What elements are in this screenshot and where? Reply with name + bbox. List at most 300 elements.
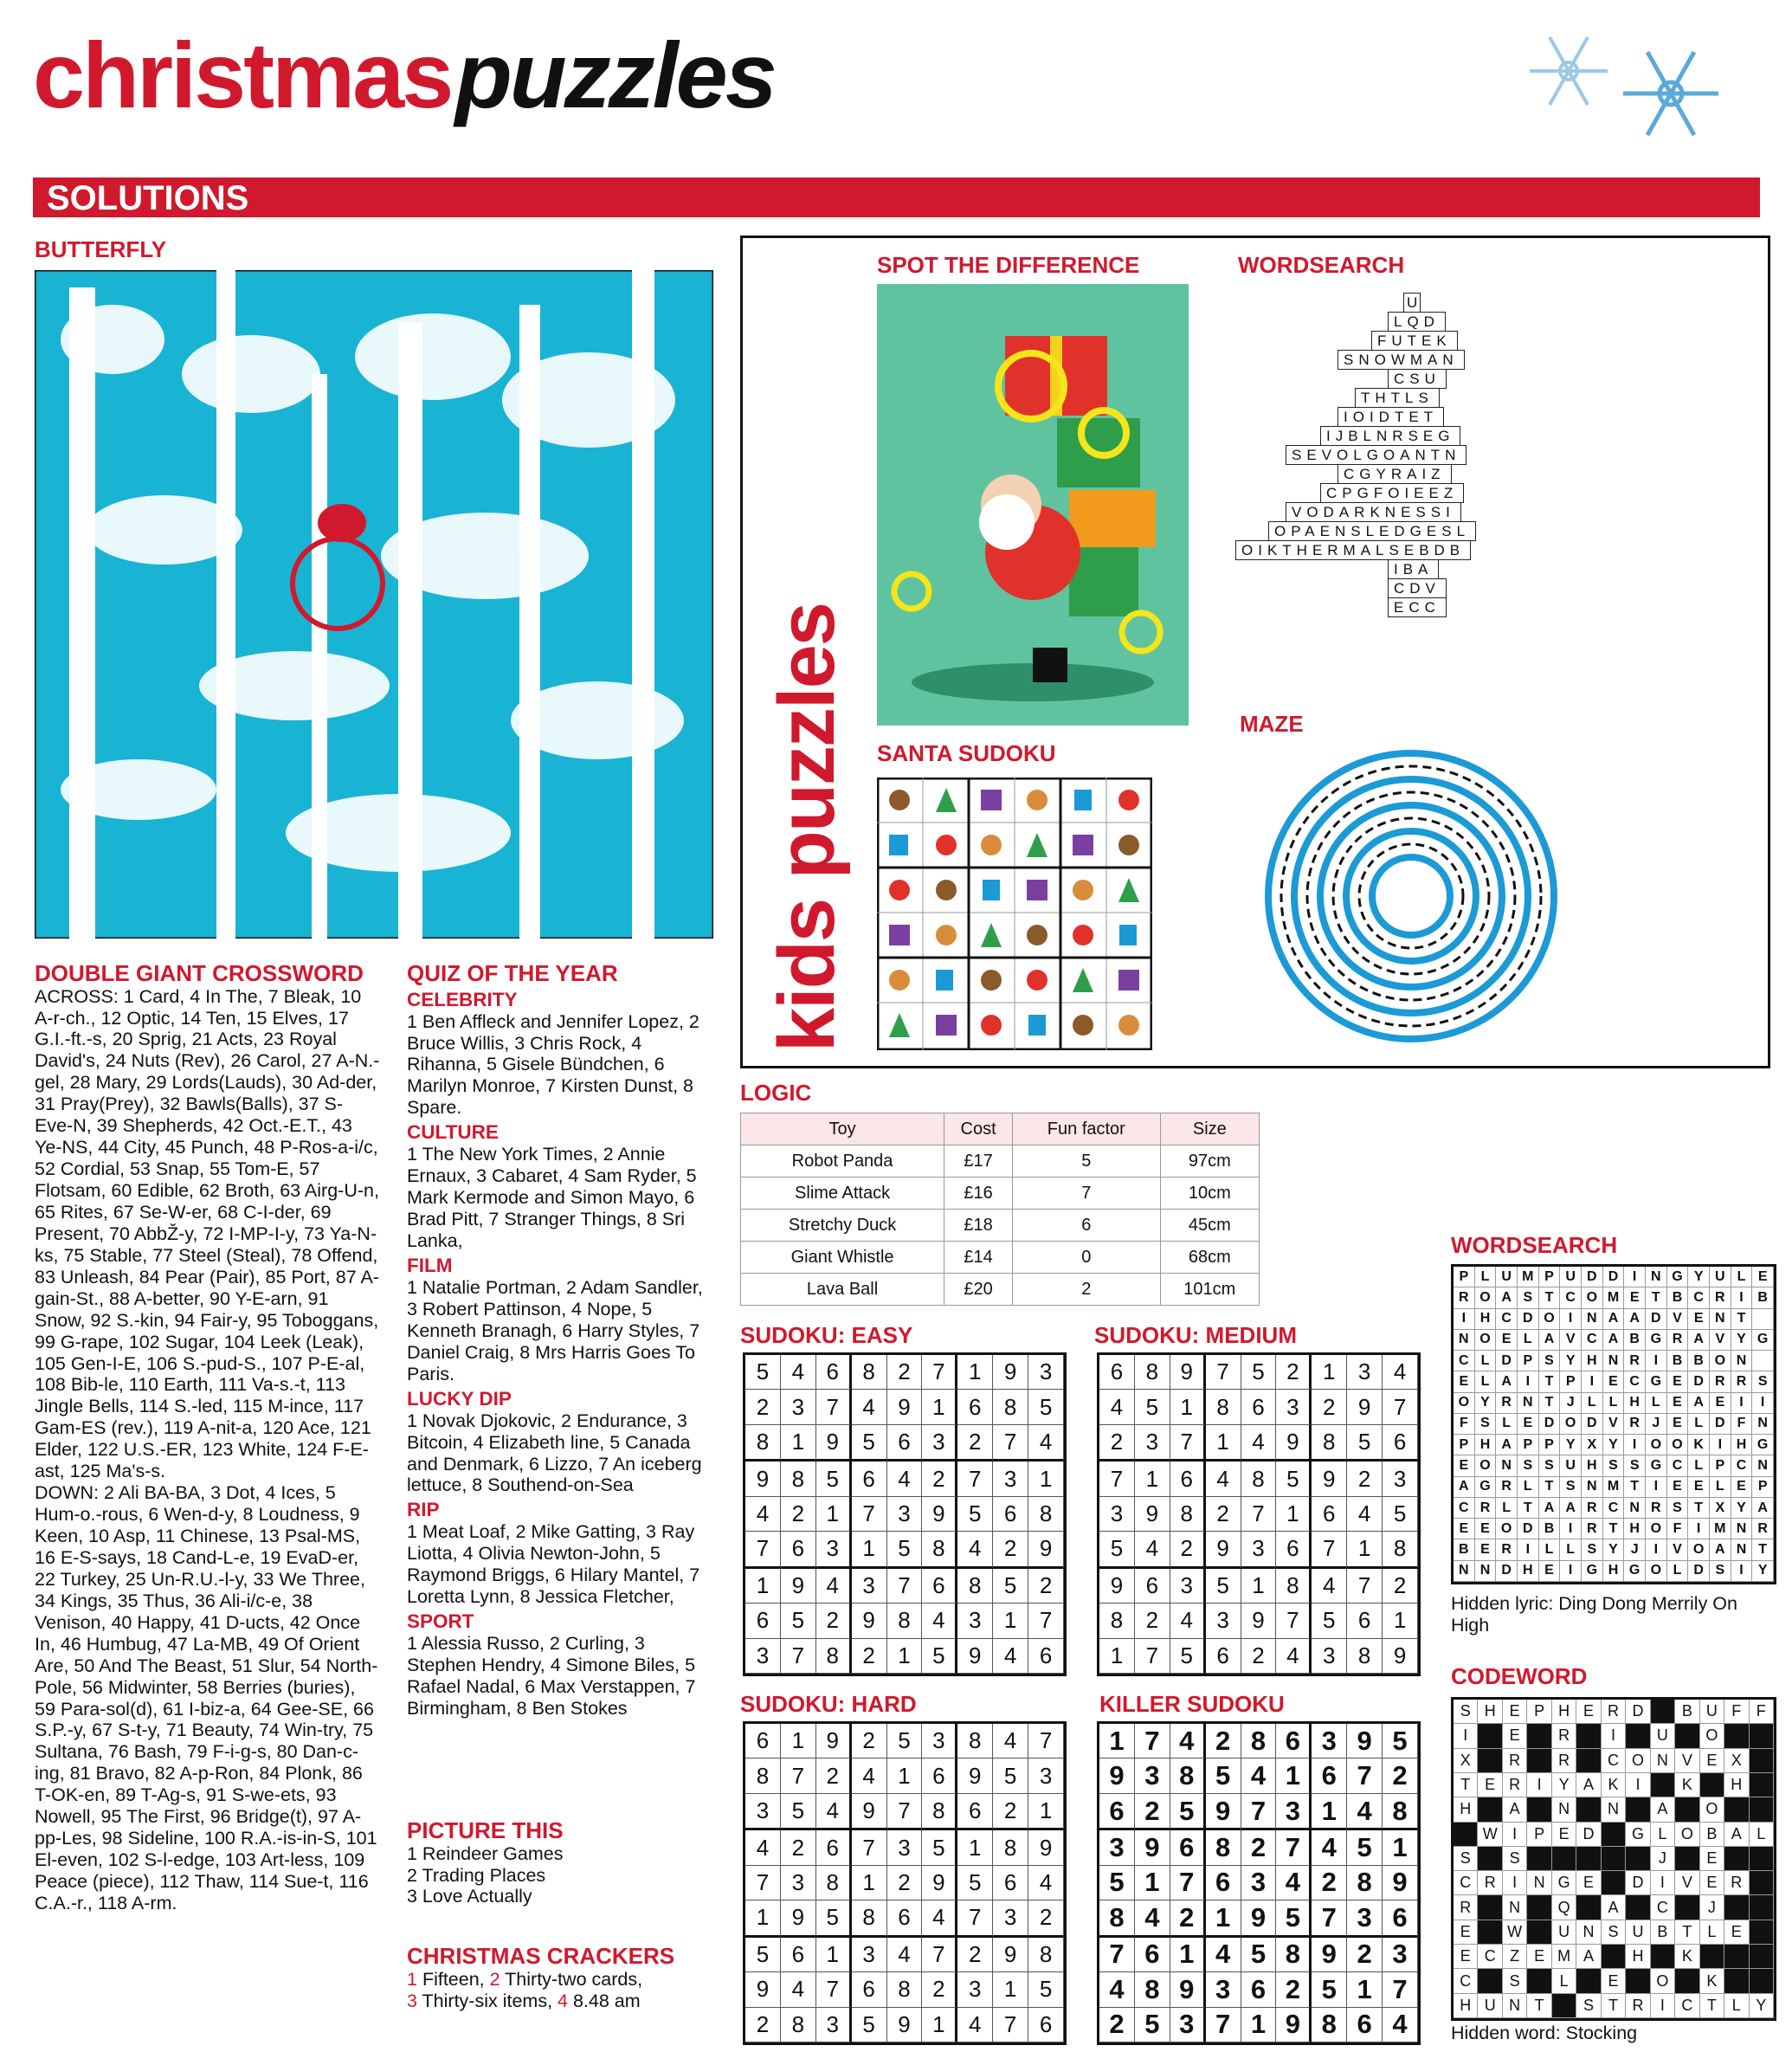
sudoku-cell: 6 [922,1569,957,1604]
sudoku-cell: 2 [922,1462,957,1496]
codeword-cell: F [1724,1700,1749,1724]
wordsearch-cell: Y [1731,1498,1753,1519]
sudoku-cell: 6 [852,1972,887,2007]
tree-wordsearch [1229,293,1602,700]
sudoku-cell: 3 [957,1972,993,2007]
sudoku-cell: 4 [1312,1569,1347,1604]
sudoku-cell: 7 [1206,1355,1241,1390]
sudoku-cell: 7 [781,1758,816,1793]
sudoku-cell: 5 [1206,1758,1241,1793]
sudoku-cell: 5 [1276,1462,1312,1496]
sudoku-cell: 7 [922,1938,957,1972]
codeword-cell: R [1503,1749,1527,1773]
wordsearch-cell: B [1624,1330,1646,1351]
sudoku-hard-title: SUDOKU: HARD [740,1691,917,1717]
sudoku-cell: 4 [1135,1532,1170,1568]
sudoku-cell: 7 [1028,1724,1064,1758]
codeword-cell: S [1576,1994,1601,2018]
sudoku-cell: 1 [1206,1425,1241,1462]
wordsearch-cell: M [1710,1519,1731,1539]
wordsearch-cell: I [1518,1371,1539,1392]
wordsearch-cell: H [1475,1309,1497,1330]
codeword-cell: C [1651,1895,1675,1920]
crackers-answer: Fifteen, [416,1968,490,1990]
codeword-cell: S [1503,1969,1527,1993]
tree-row-letters: IBA [1388,559,1439,579]
solutions-banner [33,177,1760,217]
wordsearch-cell: K [1688,1435,1710,1455]
codeword-cell: H [1552,1700,1576,1724]
sudoku-cell: 4 [1241,1758,1277,1793]
wordsearch-cell: U [1560,1267,1582,1287]
codeword-black-cell [1651,1945,1675,1969]
logic-row [741,1210,1260,1242]
sudoku-cell: 5 [852,2008,887,2042]
codeword-black-cell [1576,1797,1601,1822]
sudoku-cell: 2 [1383,1758,1418,1793]
tree-row [1321,483,1464,503]
tree-row [1372,331,1458,351]
codeword-cell: E [1527,1945,1551,1969]
sudoku-cell: 5 [816,1462,852,1496]
sudoku-cell: 4 [1170,1724,1206,1758]
wordsearch-cell: E [1710,1393,1731,1414]
tree-row [1338,407,1444,427]
picture-this-line: 1 Reindeer Games [407,1842,564,1864]
sudoku-cell: 1 [1276,1497,1312,1532]
sudoku-cell: 4 [993,1724,1028,1758]
sudoku-cell: 9 [816,1724,852,1758]
sudoku-cell: 5 [1028,1972,1064,2007]
crackers-num: 3 [407,1990,417,2011]
wordsearch-cell: X [1710,1498,1731,1519]
wordsearch-cell: S [1518,1287,1539,1308]
wordsearch-cell: O [1475,1287,1497,1308]
wordsearch-cell: A [1688,1330,1710,1351]
masthead [33,21,775,129]
sudoku-cell: 5 [1170,1794,1206,1830]
sudoku-cell: 6 [1170,1830,1206,1865]
tree-row-letters: U [1403,293,1421,313]
sudoku-cell: 4 [1276,1639,1312,1674]
codeword-cell: U [1478,1994,1502,2018]
sudoku-cell: 2 [852,1724,887,1758]
sudoku-cell: 7 [745,1866,781,1900]
codeword-black-cell [1478,1920,1502,1945]
sudoku-cell: 4 [1347,1497,1383,1532]
tree-row [1286,445,1466,465]
sudoku-cell: 9 [781,1900,816,1937]
sudoku-cell: 6 [1383,1425,1418,1462]
wordsearch-cell: T [1603,1519,1625,1539]
codeword-cell: E [1503,1700,1527,1724]
sudoku-cell: 5 [1312,1972,1347,2007]
sudoku-cell: 6 [1099,1794,1135,1830]
logic-row [741,1242,1260,1274]
codeword-cell: H [1724,1773,1749,1797]
sudoku-cell: 7 [745,1532,781,1568]
sudoku-cell: 8 [1312,1425,1347,1462]
sudoku-cell: 1 [1170,1938,1206,1972]
sudoku-cell: 4 [1383,2008,1418,2042]
wordsearch-cell: P [1539,1435,1561,1455]
sudoku-cell: 8 [1347,1866,1383,1900]
sudoku-cell: 6 [922,1758,957,1793]
christmas-crackers [407,1944,710,2011]
codeword-cell: Q [1552,1895,1576,1920]
codeword-cell: T [1675,1920,1699,1945]
sudoku-cell: 8 [1206,1830,1241,1865]
wordsearch-title: WORDSEARCH [1451,1232,1618,1258]
wordsearch-cell: N [1454,1330,1475,1351]
wordsearch-cell: A [1539,1330,1561,1351]
codeword-black-cell [1478,1895,1502,1920]
sudoku-cell: 9 [1276,1425,1312,1462]
sudoku-cell: 9 [993,1938,1028,1972]
wordsearch-cell: S [1710,1561,1731,1582]
sudoku-cell: 3 [1170,2008,1206,2042]
sudoku-cell: 9 [1312,1938,1347,1972]
sudoku-cell: 8 [781,2008,816,2042]
sudoku-cell: 1 [993,1604,1028,1638]
wordsearch-cell: R [1582,1498,1603,1519]
wordsearch-cell: X [1582,1435,1603,1455]
sudoku-cell: 7 [922,1355,957,1390]
codeword-black-cell [1576,1847,1601,1871]
sudoku-cell: 6 [1135,1569,1170,1604]
logic-cell: 7 [1013,1178,1161,1210]
sudoku-cell: 2 [1170,1900,1206,1937]
sudoku-cell: 7 [1276,1830,1312,1865]
sudoku-cell: 4 [781,1972,816,2007]
wordsearch-cell: D [1496,1561,1518,1582]
wordsearch-cell: H [1475,1435,1497,1455]
codeword-title: CODEWORD [1451,1663,1588,1689]
wordsearch-cell: D [1688,1371,1710,1392]
sudoku-cell: 8 [957,1724,993,1758]
tree-row [1236,540,1471,560]
wordsearch-cell: C [1624,1371,1646,1392]
sudoku-cell: 8 [1276,1938,1312,1972]
sudoku-cell: 5 [1347,1830,1383,1865]
wordsearch-cell: R [1646,1498,1667,1519]
wordsearch-cell: N [1582,1477,1603,1498]
logic-cell: 10cm [1160,1178,1259,1210]
tree-row-letters: CDV [1388,578,1447,598]
wordsearch-cell: R [1710,1371,1731,1392]
sudoku-cell: 2 [1312,1866,1347,1900]
wordsearch-cell: N [1752,1455,1774,1476]
wordsearch-cell: R [1667,1330,1689,1351]
wordsearch-cell: Y [1560,1435,1582,1455]
wordsearch-cell: A [1603,1330,1625,1351]
sudoku-cell: 1 [1028,1794,1064,1830]
tree-row-letters: CGYRAIZ [1338,464,1452,484]
codeword-cell: U [1700,1700,1724,1724]
sudoku-cell: 3 [816,1532,852,1568]
logic-cell: Stretchy Duck [741,1210,944,1242]
sudoku-cell: 6 [1028,2008,1064,2042]
sudoku-cell: 5 [922,1830,957,1865]
maze-image [1255,740,1567,1052]
wordsearch-cell: S [1603,1455,1625,1476]
sudoku-cell: 9 [1206,1532,1241,1568]
wordsearch-cell: I [1646,1477,1667,1498]
sudoku-cell: 1 [1241,1569,1277,1604]
wordsearch-cell: C [1731,1455,1753,1476]
sudoku-cell: 4 [1170,1604,1206,1638]
sudoku-cell: 3 [1135,1758,1170,1793]
codeword-black-cell [1700,1773,1724,1797]
codeword-cell: V [1675,1871,1699,1895]
sudoku-cell: 5 [1241,1355,1277,1390]
wordsearch-cell: R [1752,1519,1774,1539]
tree-row [1321,426,1460,446]
wordsearch-cell: V [1667,1309,1689,1330]
spot-difference-image [877,284,1189,726]
wordsearch-cell: B [1667,1351,1689,1371]
sudoku-cell: 8 [922,1794,957,1830]
codeword-black-cell [1626,1895,1650,1920]
codeword-black-cell [1527,1797,1551,1822]
kids-puzzles-title: kids puzzles [763,603,851,1052]
codeword-caption: Hidden word: Stocking [1451,2023,1638,2043]
sudoku-cell: 4 [887,1938,923,1972]
codeword-cell: R [1503,1773,1527,1797]
codeword-cell: O [1700,1797,1724,1822]
wordsearch-cell: C [1603,1498,1625,1519]
tree-row [1338,350,1465,370]
codeword-cell: A [1503,1797,1527,1822]
wordsearch-cell: R [1582,1519,1603,1539]
sudoku-cell: 1 [887,1758,923,1793]
codeword-cell: C [1454,1871,1478,1895]
wordsearch-cell: P [1710,1455,1731,1476]
wordsearch-cell: T [1646,1287,1667,1308]
sudoku-cell: 7 [1135,1724,1170,1758]
codeword-cell: Y [1750,1994,1774,2018]
wordsearch-cell: O [1688,1539,1710,1560]
codeword-black-cell [1750,1969,1774,1993]
wordsearch-cell: N [1582,1309,1603,1330]
sudoku-cell: 6 [1312,1497,1347,1532]
logic-header: Fun factor [1013,1113,1161,1145]
sudoku-cell: 1 [993,1972,1028,2007]
sudoku-cell: 7 [993,2008,1028,2042]
sudoku-cell: 9 [1028,1830,1064,1865]
sudoku-cell: 3 [1312,1639,1347,1674]
wordsearch-cell: U [1710,1267,1731,1287]
codeword-cell: E [1724,1920,1749,1945]
tree-row [1389,597,1447,617]
sudoku-cell: 3 [1028,1355,1064,1390]
sudoku-cell: 9 [1347,1724,1383,1758]
wordsearch-cell: N [1454,1561,1475,1582]
codeword-cell: E [1552,1823,1576,1847]
wordsearch-cell: L [1475,1371,1497,1392]
sudoku-cell: 7 [1312,1900,1347,1937]
codeword-cell: S [1503,1847,1527,1871]
wordsearch-cell: P [1539,1267,1561,1287]
wordsearch-cell: G [1582,1561,1603,1582]
wordsearch-cell: S [1667,1498,1689,1519]
wordsearch-cell: S [1539,1455,1561,1476]
sudoku-cell: 1 [1241,2008,1277,2042]
sudoku-cell: 6 [781,1532,816,1568]
logic-cell: £17 [944,1145,1013,1178]
sudoku-cell: 9 [957,1758,993,1793]
sudoku-cell: 5 [1135,1390,1170,1424]
wordsearch-cell: P [1518,1351,1539,1371]
sudoku-cell: 4 [1099,1972,1135,2007]
sudoku-cell: 7 [1347,1569,1383,1604]
picture-this [407,1818,710,1907]
wordsearch-cell: F [1454,1414,1475,1435]
sudoku-cell: 1 [1276,1758,1312,1793]
sudoku-cell: 1 [1135,1866,1170,1900]
codeword-cell: C [1454,1969,1478,1993]
sudoku-cell: 1 [1135,1462,1170,1496]
codeword-black-cell [1576,1969,1601,1993]
wordsearch-cell: I [1646,1539,1667,1560]
sudoku-cell: 3 [1347,1900,1383,1937]
codeword-cell: I [1454,1724,1478,1748]
wordsearch-cell: I [1560,1561,1582,1582]
sudoku-cell: 7 [1383,1972,1418,2007]
crackers-answer: Thirty-two cards, [500,1968,643,1990]
logic-cell: Lava Ball [741,1274,944,1306]
wordsearch-cell: I [1646,1351,1667,1371]
wordsearch-cell: D [1710,1414,1731,1435]
sudoku-cell: 9 [1135,1497,1170,1532]
codeword-cell: B [1651,1920,1675,1945]
sudoku-cell: 6 [781,1938,816,1972]
logic-cell: 2 [1013,1274,1161,1306]
wordsearch-cell: P [1752,1477,1774,1498]
sudoku-cell: 6 [1347,1604,1383,1638]
tree-row-letters: CPGFOIEEZ [1320,483,1464,503]
codeword-black-cell [1626,1969,1650,1993]
sudoku-cell: 6 [1206,1639,1241,1674]
wordsearch-cell: L [1688,1455,1710,1476]
wordsearch-cell: I [1731,1561,1753,1582]
codeword-cell: B [1700,1823,1724,1847]
sudoku-cell: 7 [1241,1794,1277,1830]
sudoku-cell: 1 [1347,1972,1383,2007]
codeword-black-cell [1527,1895,1551,1920]
logic-cell: £14 [944,1242,1013,1274]
tree-row [1286,502,1461,522]
sudoku-cell: 7 [1347,1758,1383,1793]
wordsearch-cell: C [1560,1287,1582,1308]
wordsearch-cell: A [1539,1498,1561,1519]
sudoku-cell: 7 [1099,1938,1135,1972]
double-giant-across: ACROSS: 1 Card, 4 In The, 7 Bleak, 10 A-r-ch., 12 Optic, 14 Ten, 15 Elves, 17 G.I.-ft.-s, 20 Sprig, 21 Acts, 23 Royal David's, 24 Nuts (Rev), 26 Carol, 27 A-N.-gel, 28 Mary, 29 Lords(Lauds), 30 Ad-der, 31 Pray(Prey), 32 Bawls(Balls), 37 S-Eve-N, 39 Shepherds, 42 Oct.-E.T., 43 Ye-NS, 44 City, 45 Punch, 48 P-Ros-a-i/c, 52 Cordial, 53 Snap, 55 Tom-E, 57 Flotsam, 60 Edible, 62 Broth, 63 Airg-U-n, 65 Rites, 67 Se-W-er, 68 C-I-der, 69 Present, 70 AbbŽ-y, 72 I-MP-I-y, 73 Ya-N-ks, 75 Stable, 77 Steel (Steal), 78 Offend, 83 Unleash, 84 Pear (Pair), 85 Port, 87 A-gain-St., 88 A-better, 90 Y-E-arn, 91 Snow, 92 S.-kin, 94 Fair-y, 95 Toboggans, 99 G-rape, 102 Sugar, 104 Leek (Leak), 105 Gen-I-E, 106 S.-pud-S., 107 P-E-al, 108 Bib-le, 110 Earth, 111 Va-s.-t, 113 Jingle Bells, 114 S.-led, 115 M-ince, 117 Gam-ES (rev.), 119 A-nit-a, 120 Ace, 121 Elder, 122 U.S.-ER, 123 White, 124 F-E-ast, 125 Ma's-s. [35,985,380,1482]
quiz-section-head: FILM [407,1254,453,1276]
codeword-cell: E [1700,1847,1724,1871]
codeword-cell: M [1552,1945,1576,1969]
wordsearch-cell: C [1454,1498,1475,1519]
sudoku-cell: 3 [922,1425,957,1462]
codeword-black-cell [1626,1847,1650,1871]
wordsearch-cell: G [1646,1371,1667,1392]
wordsearch-cell: D [1496,1351,1518,1371]
logic-cell: 68cm [1160,1242,1259,1274]
sudoku-cell: 3 [993,1462,1028,1496]
wordsearch-cell: L [1710,1477,1731,1498]
codeword-grid [1451,1697,1776,2021]
crackers-num: 2 [489,1968,500,1990]
sudoku-cell: 4 [1241,1425,1277,1462]
sudoku-cell: 3 [745,1639,781,1674]
sudoku-cell: 9 [781,1569,816,1604]
sudoku-cell: 4 [922,1604,957,1638]
wordsearch-cell: R [1496,1477,1518,1498]
logic-header: Toy [741,1113,944,1145]
codeword-cell: D [1626,1871,1650,1895]
wordsearch-cell: R [1710,1287,1731,1308]
wordsearch-cell: H [1624,1393,1646,1414]
wordsearch-cell: T [1539,1371,1561,1392]
sudoku-cell: 8 [852,1900,887,1937]
wordsearch-cell: S [1560,1477,1582,1498]
crackers-num: 1 [407,1968,417,1990]
codeword-black-cell [1478,1969,1502,1993]
codeword-black-cell [1527,1969,1551,1993]
sudoku-cell: 1 [957,1355,993,1390]
wordsearch-cell: L [1667,1561,1689,1582]
codeword-cell: N [1651,1749,1675,1773]
sudoku-cell: 5 [887,1724,923,1758]
codeword-cell: A [1724,1823,1749,1847]
sudoku-cell: 6 [852,1462,887,1496]
codeword-black-cell [1651,1773,1675,1797]
wordsearch-cell: L [1560,1539,1582,1560]
sudoku-cell: 7 [1312,1532,1347,1568]
wordsearch-cell: P [1454,1435,1475,1455]
quiz-section-text: 1 Novak Djokovic, 2 Endurance, 3 Bitcoin, 4 Elizabeth line, 5 Canada and Denmark, 6 Lizzo, 7 An iceberg lettuce, 8 Southend-on-Sea [407,1410,702,1496]
wordsearch-cell: O [1454,1393,1475,1414]
sudoku-cell: 9 [1276,2008,1312,2042]
codeword-cell: E [1576,1871,1601,1895]
codeword-black-cell [1576,1749,1601,1773]
codeword-cell: A [1602,1895,1626,1920]
sudoku-cell: 8 [1028,1497,1064,1532]
codeword-cell: R [1602,1700,1626,1724]
sudoku-cell: 7 [1099,1462,1135,1496]
sudoku-cell: 8 [957,1569,993,1604]
sudoku-cell: 1 [781,1724,816,1758]
codeword-cell: T [1602,1994,1626,2018]
sudoku-cell: 5 [957,1497,993,1532]
codeword-cell: R [1552,1724,1576,1748]
wordsearch-cell: T [1731,1309,1753,1330]
logic-cell: 101cm [1160,1274,1259,1306]
wordsearch-cell: A [1496,1287,1518,1308]
wordsearch-cell: T [1624,1477,1646,1498]
quiz-section-text: 1 Ben Affleck and Jennifer Lopez, 2 Bruce Willis, 3 Chris Rock, 4 Rihanna, 5 Gisele Bündchen, 6 Marilyn Monroe, 7 Kirsten Dunst, 8 Spare. [407,1010,699,1119]
codeword-cell: F [1750,1700,1774,1724]
sudoku-cell: 3 [957,1604,993,1638]
sudoku-cell: 8 [1028,1938,1064,1972]
sudoku-cell: 6 [745,1604,781,1638]
sudoku-cell: 4 [887,1462,923,1496]
codeword-black-cell [1675,1724,1699,1748]
sudoku-cell: 9 [1312,1462,1347,1496]
tree-row [1389,578,1447,598]
sudoku-cell: 8 [852,1355,887,1390]
codeword-cell: P [1527,1823,1551,1847]
